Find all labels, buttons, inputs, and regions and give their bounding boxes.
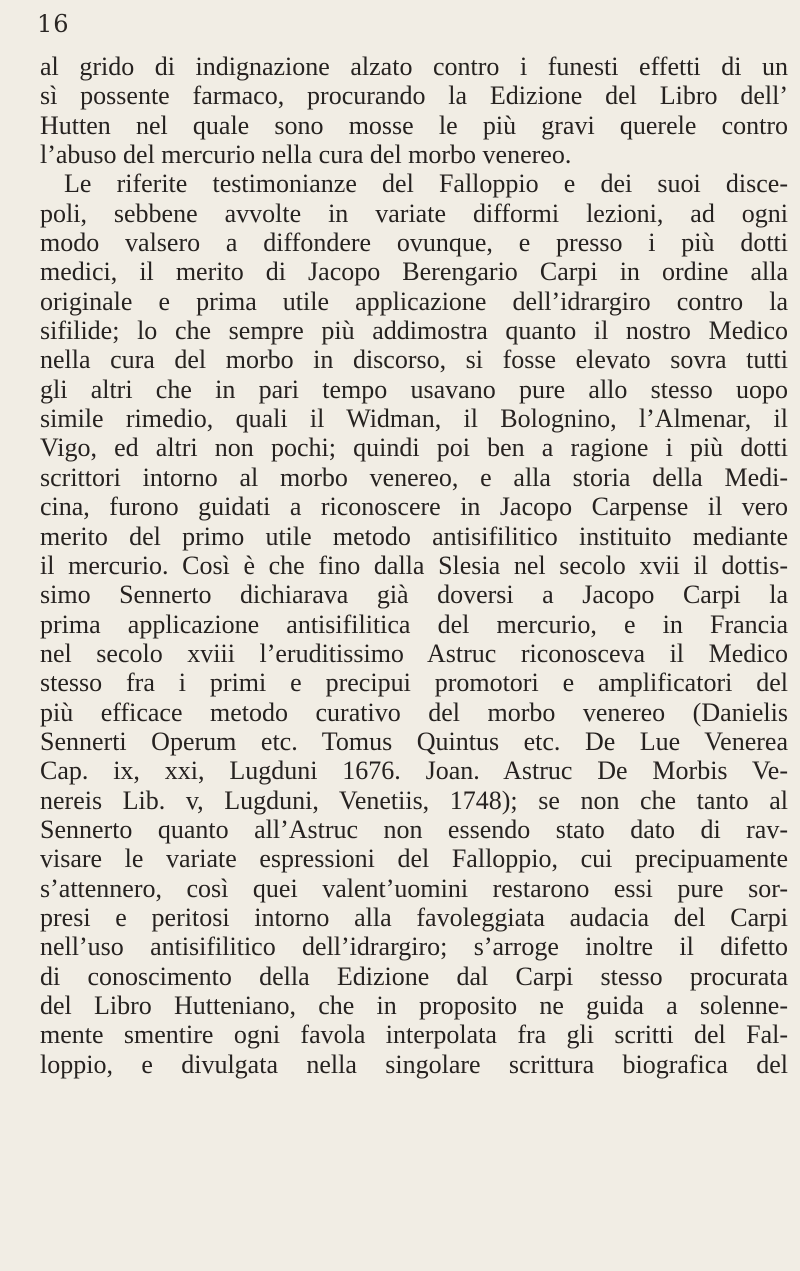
text-line: presi e peritosi intorno alla favoleggiata audacia del Carpi — [40, 902, 788, 932]
text-line: poli, sebbene avvolte in variate difformi lezioni, ad ogni — [40, 198, 788, 228]
text-line: nereis Lib. v, Lugduni, Venetiis, 1748); se non che tanto al — [40, 785, 788, 815]
text-line: mente smentire ogni favola interpolata fra gli scritti del Fal- — [40, 1020, 788, 1050]
text-line: di conoscimento della Edizione dal Carpi stesso procurata — [40, 961, 788, 991]
text-line: gli altri che in pari tempo usavano pure allo stesso uopo — [40, 374, 788, 404]
text-line: simo Sennerto dichiarava già doversi a Jacopo Carpi la — [40, 580, 788, 610]
text-line: simile rimedio, quali il Widman, il Bolognino, l’Almenar, il — [40, 404, 788, 434]
text-line: il mercurio. Così è che fino dalla Slesia nel secolo xvii il dottis- — [40, 550, 788, 580]
text-line: loppio, e divulgata nella singolare scrittura biografica del — [40, 1049, 788, 1079]
text-line: nell’uso antisifilitico dell’idrargiro; s’arroge inoltre il difetto — [40, 932, 788, 962]
text-line: nella cura del morbo in discorso, si fosse elevato sovra tutti — [40, 345, 788, 375]
text-line: più efficace metodo curativo del morbo venereo (Danielis — [40, 697, 788, 727]
text-line: Cap. ix, xxi, Lugduni 1676. Joan. Astruc De Morbis Ve- — [40, 756, 788, 786]
text-line: Hutten nel quale sono mosse le più gravi querele contro — [40, 110, 788, 140]
text-line: prima applicazione antisifilitica del mercurio, e in Francia — [40, 609, 788, 639]
text-line: stesso fra i primi e precipui promotori e amplificatori del — [40, 668, 788, 698]
text-line: l’abuso del mercurio nella cura del morbo venereo. — [40, 140, 572, 170]
text-line: sì possente farmaco, procurando la Edizione del Libro dell’ — [40, 81, 788, 111]
text-line: del Libro Hutteniano, che in proposito ne guida a solenne- — [40, 991, 788, 1020]
text-line: originale e prima utile applicazione dell’idrargiro contro la — [40, 286, 788, 316]
text-line: modo valsero a diffondere ovunque, e presso i più dotti — [40, 228, 788, 258]
text-line: Sennerto quanto all’Astruc non essendo stato dato di rav- — [40, 814, 788, 844]
text-line: scrittori intorno al morbo venereo, e alla storia della Medi- — [40, 462, 788, 492]
text-line: Vigo, ed altri non pochi; quindi poi ben a ragione i più dotti — [40, 433, 788, 463]
text-line: nel secolo xviii l’eruditissimo Astruc riconosceva il Medico — [40, 638, 788, 668]
text-line: Sennerti Operum etc. Tomus Quintus etc. De Lue Venerea — [40, 726, 788, 756]
text-line: al grido di indignazione alzato contro i funesti effetti di un — [40, 52, 788, 81]
body-text — [40, 52, 788, 1079]
text-line: medici, il merito di Jacopo Berengario Carpi in ordine alla — [40, 257, 788, 287]
text-line: Le riferite testimonianze del Falloppio e dei suoi disce- — [64, 169, 788, 199]
text-line: merito del primo utile metodo antisifilitico instituito mediante — [40, 521, 788, 551]
text-line: visare le variate espressioni del Falloppio, cui precipuamente — [40, 844, 788, 874]
text-line: cina, furono guidati a riconoscere in Jacopo Carpense il vero — [40, 492, 788, 522]
text-line: sifilide; lo che sempre più addimostra quanto il nostro Medico — [40, 316, 788, 346]
text-line: s’attennero, così quei valent’uomini restarono essi pure sor- — [40, 873, 788, 903]
page-number: 16 — [37, 10, 70, 38]
